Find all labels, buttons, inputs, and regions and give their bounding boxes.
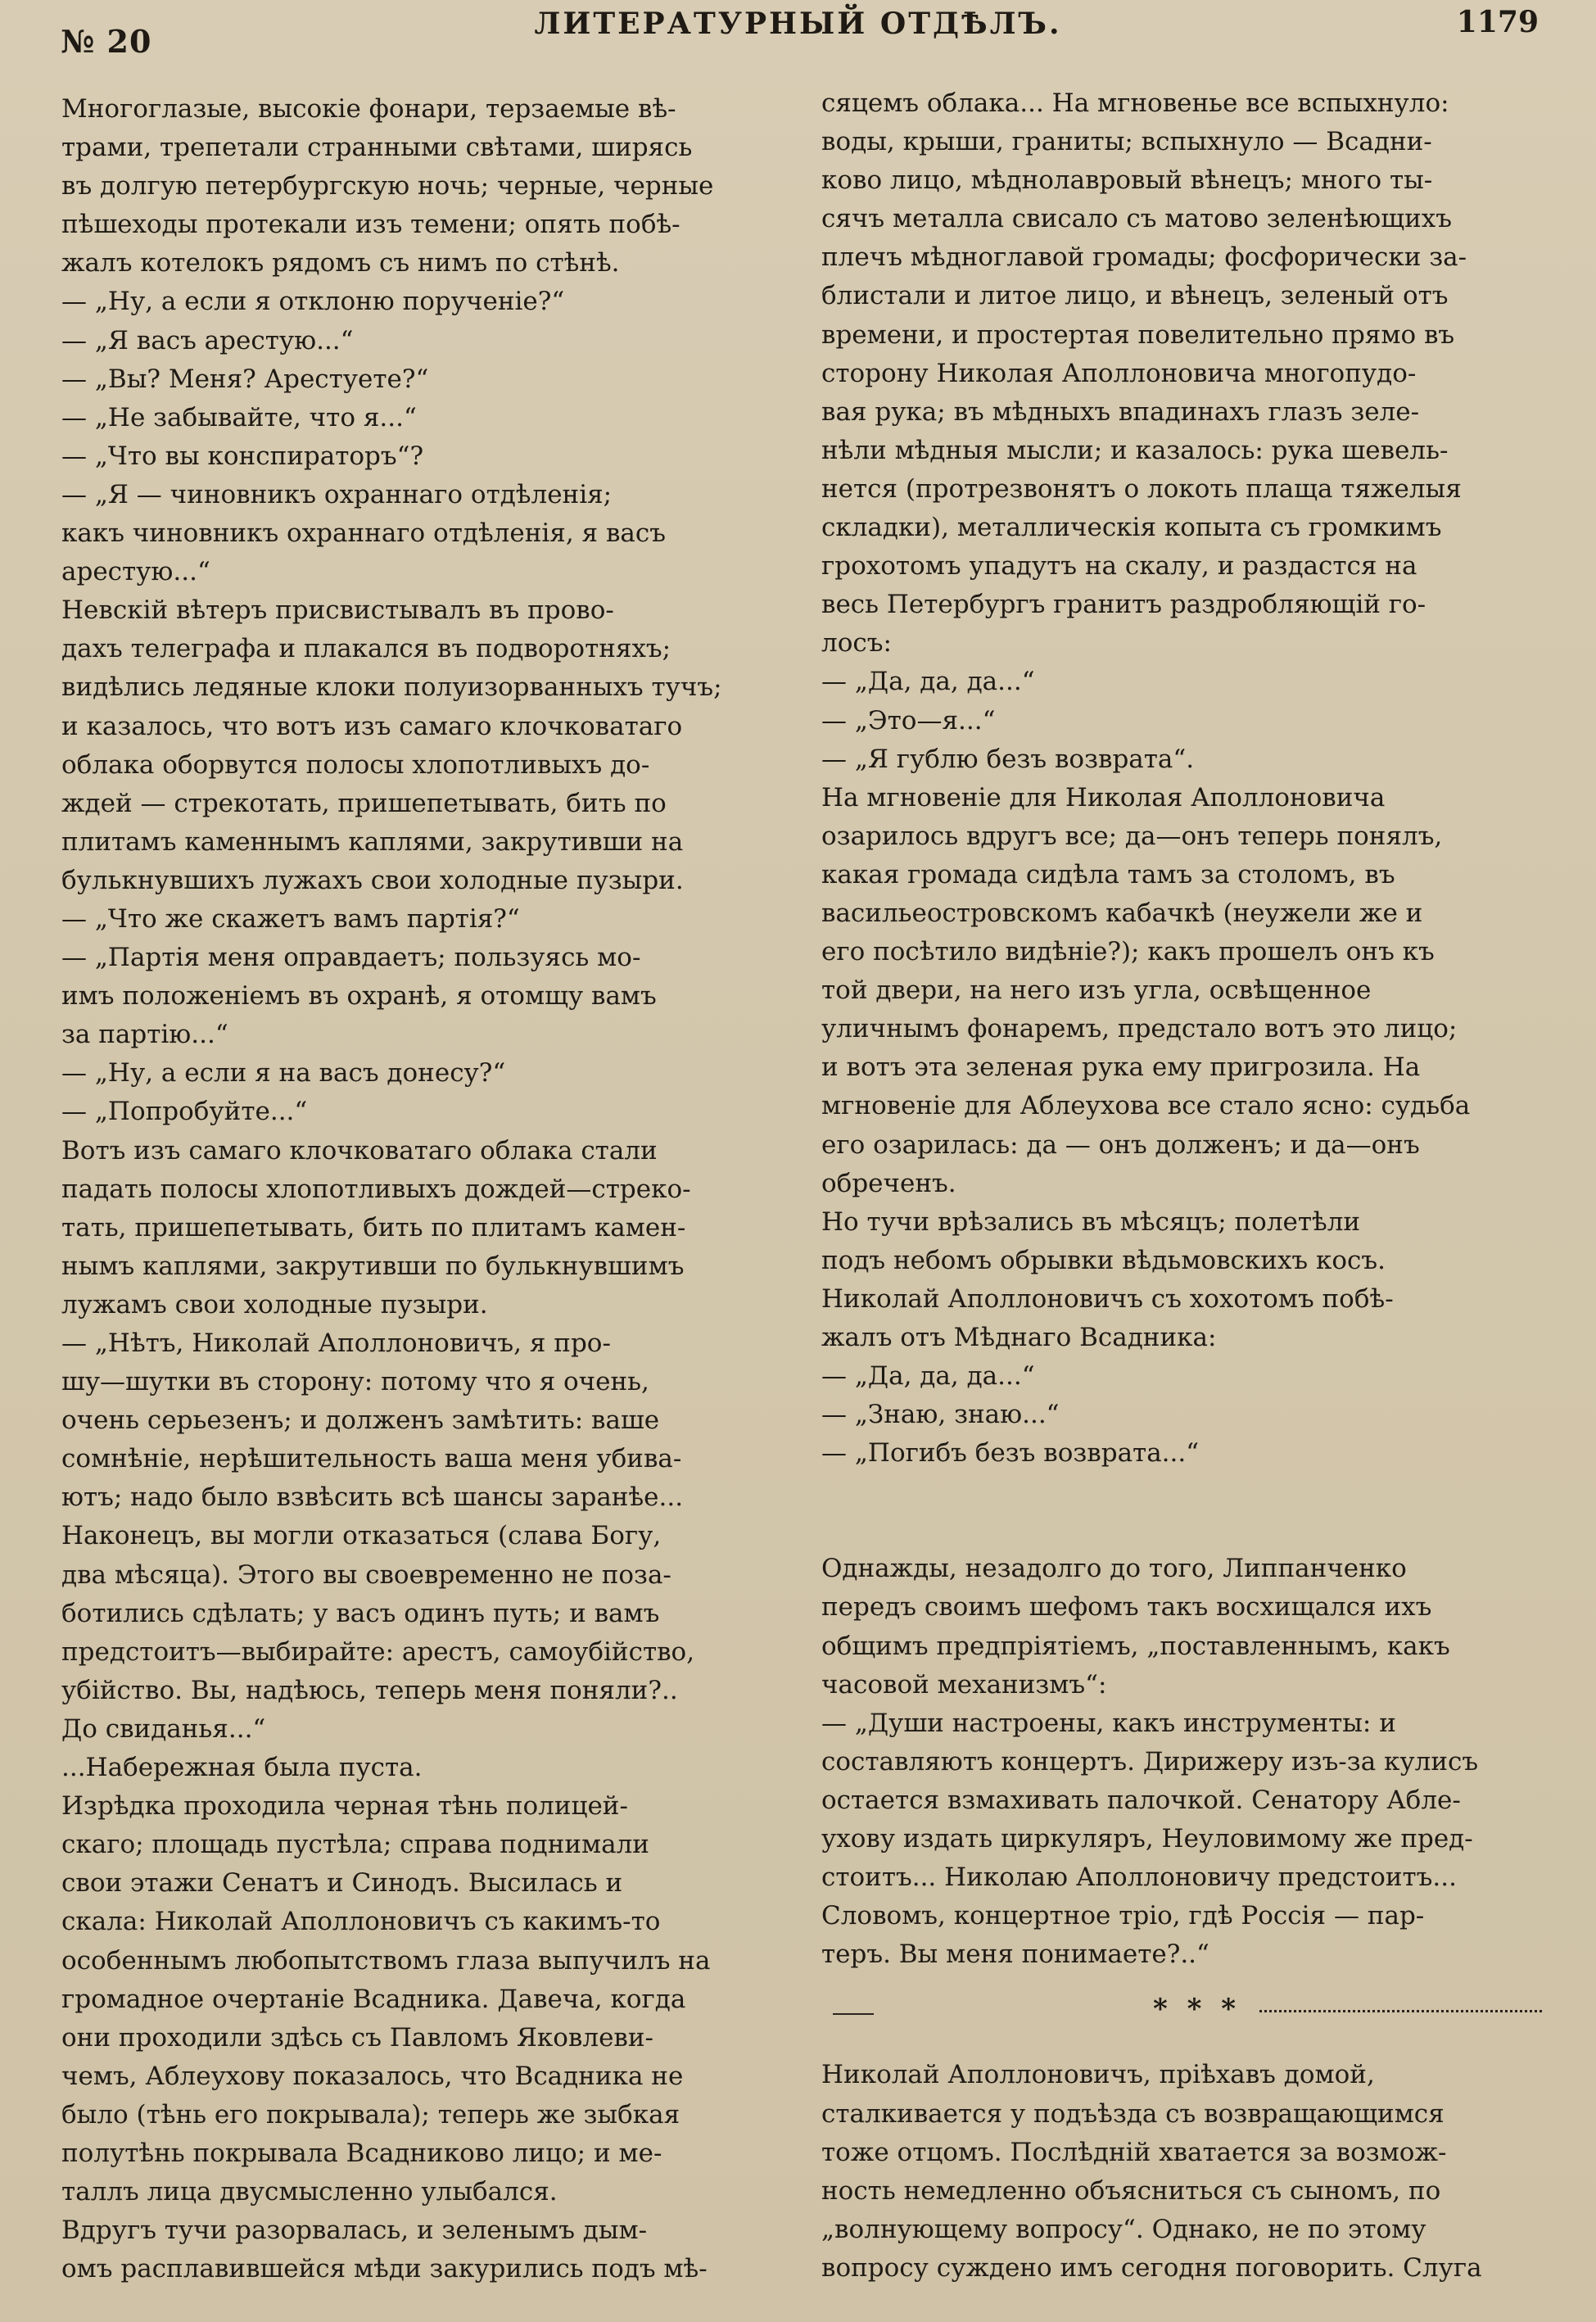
text-line: — „Ну, а если я отклоню порученіе?“ [61,287,565,317]
text-line: тоже отцомъ. Послѣдній хватается за возмож- [821,2137,1447,2167]
text-line: трами, трепетали странными свѣтами, ширясь [61,133,693,163]
text-line: полутѣнь покрывала Всадниково лицо; и ме- [61,2138,662,2168]
text-line: времени, и простертая повелительно прямо въ [821,319,1455,350]
text-line: часовой механизмъ“: [821,1669,1107,1700]
text-line: — „Я гублю безъ возврата“. [821,744,1195,774]
text-line: — „Партія меня оправдаетъ; пользуясь мо- [61,943,641,973]
text-line: блистали и литое лицо, и вѣнецъ, зеленый отъ [821,281,1449,311]
text-line: облака оборвутся полосы хлопотливыхъ до- [61,749,650,780]
page-number: 1179 [1456,5,1539,39]
text-line: ность немедленно объясниться съ сыномъ, по [821,2175,1441,2206]
text-line: Наконецъ, вы могли отказаться (слава Богу, [61,1521,662,1551]
text-line: Николай Аполлоновичъ, пріѣхавъ домой, [821,2060,1375,2090]
text-line: имъ положеніемъ въ охранѣ, я отомщу вамъ [61,981,657,1012]
text-line: Но тучи врѣзались въ мѣсяцъ; полетѣли [821,1206,1361,1237]
text-line: шу—шутки въ сторону: потому что я очень, [61,1367,649,1397]
text-line: за партію...“ [61,1020,228,1050]
text-line: той двери, на него изъ угла, освѣщенное [821,975,1372,1006]
text-line: теръ. Вы меня понимаете?..“ [821,1940,1209,1970]
text-line: уличнымъ фонаремъ, предстало вотъ это лицо; [821,1014,1458,1044]
text-line: ково лицо, мѣднолавровый вѣнецъ; много ты- [821,165,1433,196]
text-line: весь Петербургъ гранитъ раздробляющій го- [821,590,1426,620]
text-line: — „Да, да, да...“ [821,667,1035,697]
right-column-text-a [821,84,1542,1473]
section-divider [821,1980,1542,2039]
text-line: Невскій вѣтеръ присвистывалъ въ прово- [61,595,614,626]
text-line: Словомъ, концертное тріо, гдѣ Россія — пар- [821,1901,1425,1931]
text-line: передъ своимъ шефомъ такъ восхищался ихъ [821,1592,1432,1623]
text-line: плитамъ каменнымъ каплями, закрутивши на [61,826,684,857]
text-line: его посѣтило видѣніе?); какъ прошелъ онъ къ [821,937,1435,967]
section-gap [821,1473,1542,1550]
text-line: сталкивается у подъѣзда съ возвращающимся [821,2098,1445,2129]
text-line: булькнувшихъ лужахъ свои холодные пузыри. [61,865,684,895]
text-line: видѣлись ледяные клоки полуизорванныхъ тучъ; [61,672,722,703]
text-line: васильеостровскомъ кабачкѣ (неужели же и [821,898,1423,928]
text-line: грохотомъ упадутъ на скалу, и раздастся на [821,551,1417,582]
divider-rule-left [833,2013,874,2015]
text-line: вая рука; въ мѣдныхъ впадинахъ глазъ зеле- [821,396,1420,427]
issue-number: № 20 [61,23,152,60]
text-line: — „Попробуйте...“ [61,1097,308,1127]
text-line: ждей — стрекотать, пришепетывать, бить по [61,788,667,818]
text-line: его озарилась: да — онъ долженъ; и да—онъ [821,1129,1420,1160]
left-column [61,90,774,2288]
text-line: лужамъ свои холодные пузыри. [61,1289,488,1319]
text-line: особеннымъ любопытствомъ глаза выпучилъ на [61,1945,711,1976]
text-line: жалъ отъ Мѣднаго Всадника: [821,1323,1217,1352]
text-line: свои этажи Сенатъ и Синодъ. Высилась и [61,1868,623,1899]
text-line: какая громада сидѣла тамъ за столомъ, въ [821,859,1395,889]
text-line: таллъ лица двусмысленно улыбался. [61,2177,558,2207]
text-line: очень серьезенъ; и долженъ замѣтить: ваше [61,1405,660,1436]
text-line: плечъ мѣдноглавой громады; фосфорически за- [821,242,1467,273]
text-line: Вотъ изъ самаго клочковатаго облака стали [61,1135,658,1166]
text-line: общимъ предпріятіемъ, „поставленнымъ, какъ [821,1631,1450,1661]
text-line: сяцемъ облака... На мгновенье все вспыхнуло: [821,88,1449,118]
text-line: пѣшеходы протекали изъ темени; опять побѣ- [61,210,680,240]
text-line: они проходили здѣсь съ Павломъ Яковлеви- [61,2022,654,2053]
text-line: въ долгую петербургскую ночь; черные, черные [61,171,714,201]
text-line: Изрѣдка проходила черная тѣнь полицей- [61,1791,628,1822]
divider-asterisks: * * * [1153,1993,1241,2026]
text-line: — „Знаю, знаю...“ [821,1400,1060,1430]
text-line: два мѣсяца). Этого вы своевременно не поза- [61,1559,671,1590]
text-line: До свиданья...“ [61,1713,266,1744]
text-line: лосъ: [821,628,892,659]
text-line: ...Набережная была пуста. [61,1753,423,1783]
text-line: — „Вы? Меня? Арестуете?“ [61,364,429,394]
text-line: — „Это—я...“ [821,705,996,736]
text-line: тать, пришепетывать, бить по плитамъ камен- [61,1212,686,1242]
text-line: — „Погибъ безъ возврата...“ [821,1438,1200,1469]
text-line: — „Да, да, да...“ [821,1361,1035,1392]
text-line: ботились сдѣлать; у васъ одинъ путь; и вамъ [61,1598,660,1628]
text-line: — „Я — чиновникъ охраннаго отдѣленія; [61,479,613,509]
text-line: громадное очертаніе Всадника. Давеча, когда [61,1984,686,2014]
text-line: — „Что же скажетъ вамъ партія?“ [61,903,520,934]
text-line: вопросу суждено имъ сегодня поговорить. Слуга [821,2252,1482,2283]
running-head [0,0,1596,66]
text-line: мгновеніе для Аблеухова все стало ясно: судьба [821,1091,1471,1121]
text-line: Однажды, незадолго до того, Липпанченко [821,1554,1407,1584]
text-line: — „Я васъ арестую...“ [61,325,354,355]
text-line: — „Души настроены, какъ инструменты: и [821,1708,1396,1738]
text-line: — „Не забывайте, что я...“ [61,402,417,432]
right-column [821,84,1542,2288]
text-line: На мгновеніе для Николая Аполлоновича [821,782,1386,812]
text-line: сторону Николая Аполлоновича многопудо- [821,358,1417,388]
text-line: обреченъ. [821,1168,956,1198]
text-line: жалъ котелокъ рядомъ съ нимъ по стѣнѣ. [61,248,620,278]
text-line: ютъ; надо было взвѣсить всѣ шансы заранѣе... [61,1482,684,1513]
text-line: предстоитъ—выбирайте: арестъ, самоубійство, [61,1636,695,1667]
text-line: остается взмахивать палочкой. Сенатору Абле- [821,1785,1461,1815]
section-title: ЛИТЕРАТУРНЫЙ ОТДѢЛЪ. [534,7,1062,41]
text-line: озарилось вдругъ все; да—онъ теперь понялъ, [821,821,1443,851]
text-line: скала: Николай Аполлоновичъ съ какимъ-то [61,1907,661,1937]
text-line: нѣли мѣдныя мысли; и казалось: рука шевель- [821,435,1449,465]
text-line: падать полосы хлопотливыхъ дождей—стреко- [61,1174,691,1204]
text-line: ухову издать циркуляръ, Неуловимому же пред- [821,1824,1473,1854]
text-line: Вдругъ тучи разорвалась, и зеленымъ дым- [61,2216,648,2246]
text-line: нется (протрезвонятъ о локоть плаща тяжелыя [821,473,1462,504]
text-line: подъ небомъ обрывки вѣдьмовскихъ косъ. [821,1245,1386,1275]
text-line: сомнѣніе, нерѣшительность ваша меня убива- [61,1444,682,1474]
divider-rule-right [1259,2010,1542,2012]
right-column-text-c [821,2056,1542,2288]
text-line: складки), металлическія копыта съ громкимъ [821,513,1442,543]
text-line: и вотъ эта зеленая рука ему пригрозила. На [821,1052,1421,1083]
text-line: „волнующему вопросу“. Однако, не по этому [821,2214,1426,2244]
text-line: нымъ каплями, закрутивши по булькнувшимъ [61,1251,685,1281]
text-line: и казалось, что вотъ изъ самаго клочковатаго [61,711,683,741]
text-line: скаго; площадь пустѣла; справа поднимали [61,1830,649,1860]
text-line: стоитъ... Николаю Аполлоновичу предстоитъ... [821,1863,1457,1893]
text-line: убійство. Вы, надѣюсь, теперь меня поняли?.. [61,1675,678,1705]
text-line: — „Ну, а если я на васъ донесу?“ [61,1058,506,1089]
text-line: какъ чиновникъ охраннаго отдѣленія, я васъ [61,518,666,549]
text-line: чемъ, Аблеухову показалось, что Всадника не [61,2061,684,2091]
text-line: арестую...“ [61,557,210,587]
text-line: — „Что вы конспираторъ“? [61,441,424,471]
text-line: дахъ телеграфа и плакался въ подворотняхъ; [61,634,671,664]
text-line: воды, крыши, граниты; вспыхнуло — Всадни- [821,127,1432,157]
text-line: составляютъ концертъ. Дирижеру изъ-за кулисъ [821,1746,1479,1777]
right-column-text-b [821,1550,1542,1974]
text-line: сячъ металла свисало съ матово зеленѣющихъ [821,204,1452,234]
text-line: омъ расплавившейся мѣди закурились подъ мѣ- [61,2254,708,2284]
text-line: Николай Аполлоновичъ съ хохотомъ побѣ- [821,1283,1394,1314]
text-line: — „Нѣтъ, Николай Аполлоновичъ, я про- [61,1328,611,1358]
text-line: Многоглазые, высокіе фонари, терзаемые вѣ- [61,94,676,124]
text-line: было (тѣнь его покрывала); теперь же зыбкая [61,2099,680,2130]
